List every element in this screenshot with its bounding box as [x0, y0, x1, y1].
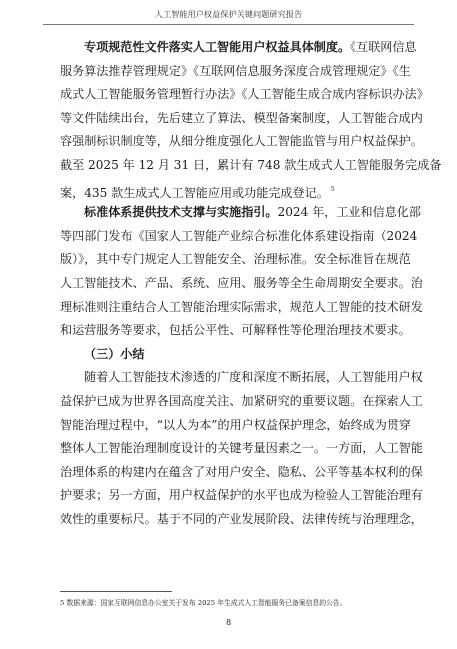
paragraph-line: 人工智能技术、产品、系统、应用、服务等全生命周期安全要求。治 [60, 275, 423, 290]
paragraph-line: 护要求；另一方面，用户权益保护的水平也成为检验人工智能治理有 [60, 488, 423, 503]
paragraph-text: 2024 年，工业和信息化部 [277, 205, 421, 220]
paragraph-line: 和运营服务等要求，包括公平性、可解释性等伦理治理技术要求。 [60, 323, 411, 338]
paragraph-line [60, 178, 401, 202]
section-heading: （三）小结 [84, 346, 145, 361]
page-number: 8 [225, 618, 232, 627]
paragraph-line: 随着人工智能技术渗透的广度和深度不断拓展，人工智能用户权 [84, 370, 423, 385]
footnote-rule [60, 591, 172, 592]
paragraph-line: 效性的重要标尺。基于不同的产业发展阶段、法律传统与治理理念， [60, 511, 423, 526]
paragraph-line: 成式人工智能服务管理暂行办法》《人工智能生成合成内容标识办法》 [60, 87, 429, 102]
paragraph-line: 智能治理过程中，“以人为本”的用户权益保护理念，始终成为贯穿 [60, 417, 411, 432]
paragraph-text: 案，435 款生成式人工智能应用或功能完成登记。 [60, 185, 329, 200]
paragraph-line: 整体人工智能治理制度设计的关键考量因素之一。一方面，人工智能 [60, 441, 423, 456]
footnote: 5 数据来源：国家互联网信息办公室关于发布 2025 年生成式人工智能服务已备案信息的公告。 [60, 599, 347, 607]
paragraph-line: 容强制标识制度等，从细分维度强化人工智能监管与用户权益保护。 [60, 134, 423, 149]
paragraph-lead-heading: 专项规范性文件落实人工智能用户权益具体制度。 [84, 40, 351, 54]
footnote-marker: 5 [330, 185, 335, 193]
paragraph-line: 版）》，其中专门规定人工智能安全、治理标准。安全标准旨在规范 [60, 252, 411, 267]
header-rule [43, 24, 414, 25]
paragraph-text: 《互联网信息 [350, 40, 417, 54]
running-header: 人工智能用户权益保护关键问题研究报告 [154, 9, 303, 19]
paragraph-line: 治理体系的构建内在蕴含了对用户安全、隐私、公平等基本权利的保 [60, 464, 423, 479]
paragraph-line [60, 201, 421, 225]
paragraph-line: 等四部门发布《国家人工智能产业综合标准化体系建设指南（2024 [60, 228, 418, 243]
paragraph-line: 截至 2025 年 12 月 31 日，累计有 748 款生成式人工智能服务完成备 [60, 157, 442, 172]
paragraph-line: 理标准则注重结合人工智能治理实际需求，规范人工智能的技术研发 [60, 299, 423, 314]
paragraph-line [60, 36, 417, 60]
paragraph-line: 益保护已成为世界各国高度关注、加紧研究的重要议题。在探索人工 [60, 393, 423, 408]
body-text [60, 36, 442, 531]
paragraph-lead-heading: 标准体系提供技术支撑与实施指引。 [84, 205, 278, 220]
paragraph-line: 服务算法推荐管理规定》《互联网信息服务深度合成管理规定》《生 [60, 63, 411, 78]
paragraph-line: 等文件陆续出台，先后建立了算法、模型备案制度，人工智能合成内 [60, 110, 423, 125]
